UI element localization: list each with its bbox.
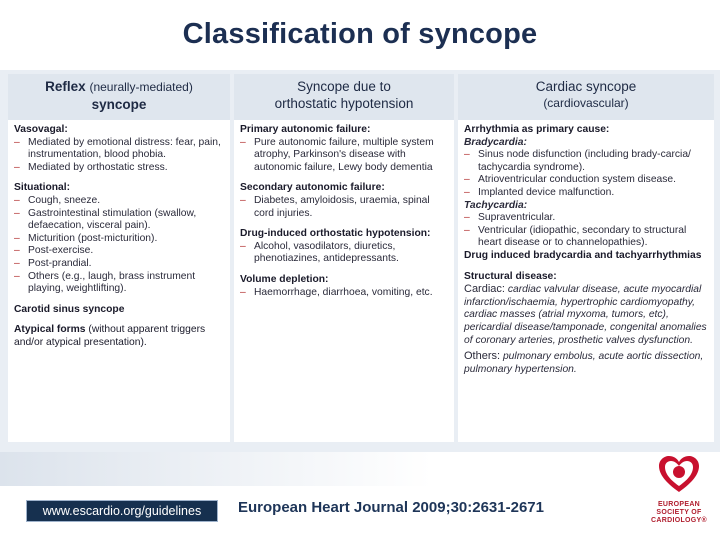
list-item: – Implanted device malfunction. [464, 186, 615, 198]
logo-line1: EUROPEAN [657, 501, 701, 508]
section-heading: Drug-induced orthostatic hypotension: [240, 228, 431, 240]
logo-line3: CARDIOLOGY® [651, 517, 707, 524]
cardiac-header-line2: (cardiovascular) [543, 96, 629, 110]
list-item: – Diabetes, amyloidosis, uraemia, spinal cord injuries. [240, 194, 430, 219]
section-heading: Arrhythmia as primary cause: [464, 124, 610, 135]
reflex-header-subtitle: (neurally-mediated) [89, 80, 193, 94]
other-structural-text: Others: pulmonary embolus, acute aortic dissection, pulmonary hypertension. [464, 350, 704, 375]
cardiac-syncope-panel [458, 74, 714, 442]
cardiac-header-line1: Cardiac syncope [535, 79, 637, 94]
section-heading: Vasovagal: [14, 124, 68, 135]
slide-title: Classification of syncope [182, 18, 538, 50]
list-item: – Haemorrhage, diarrhoea, vomiting, etc. [240, 286, 433, 298]
cardiac-structural-text: Cardiac: cardiac valvular disease, acute myocardial infarction/ischaemia, hypertrophic cardiomyopathy, cardiac masses (atrial myxoma, tumors, etc), pericardial disease/tamponade, congenital anomalies of coronary arteries, prosthetic valves dysfunction. [464, 283, 707, 346]
orthostatic-syncope-panel [234, 74, 454, 442]
section-heading: Secondary autonomic failure: [240, 182, 385, 194]
section-heading: Primary autonomic failure: [240, 124, 371, 135]
list-item: – Cough, sneeze. [14, 194, 101, 206]
list-item: – Mediated by emotional distress: fear, pain, instrumentation, blood phobia. [14, 136, 221, 161]
esc-logo [644, 454, 714, 536]
subsection-heading: Tachycardia: [464, 199, 528, 211]
orthostatic-header-line1: Syncope due to [297, 79, 391, 94]
guidelines-link[interactable]: www.escardio.org/guidelines [26, 500, 218, 522]
journal-citation: European Heart Journal 2009;30:2631-2671 [238, 499, 544, 516]
section-heading: Situational: [14, 182, 71, 194]
reflex-header-line2: syncope [91, 97, 147, 112]
list-item: – Post-prandial. [14, 257, 92, 269]
section-heading: Volume depletion: [240, 273, 329, 285]
list-item: – Pure autonomic failure, multiple system atrophy, Parkinson's disease with autonomic failure, Lewy body dementia [240, 136, 434, 173]
list-item: – Atrioventricular conduction system disease. [464, 174, 677, 186]
heart-logo-icon [657, 454, 701, 496]
orthostatic-header [234, 74, 454, 120]
list-item: – Supraventricular. [464, 212, 556, 224]
list-item: – Mediated by orthostatic stress. [14, 161, 168, 173]
list-item: – Micturition (post-micturition). [14, 232, 158, 244]
list-item: – Gastrointestinal stimulation (swallow, defaecation, visceral pain). [14, 207, 197, 232]
reflex-syncope-panel [8, 74, 230, 442]
cardiac-header [458, 74, 714, 120]
reflex-header [8, 74, 230, 120]
subsection-heading: Bradycardia: [464, 136, 527, 148]
section-heading: Carotid sinus syncope [14, 303, 125, 315]
reflex-body [8, 120, 230, 350]
orthostatic-header-line2: orthostatic hypotension [274, 96, 414, 111]
reflex-header-title: Reflex [45, 79, 86, 94]
list-item: – Post-exercise. [14, 245, 94, 257]
logo-line2: SOCIETY OF [656, 509, 702, 516]
footer-ribbon [0, 452, 720, 486]
orthostatic-body [234, 120, 454, 299]
list-item: – Others (e.g., laugh, brass instrument playing, weightlifting). [14, 270, 196, 295]
section-heading: Drug induced bradycardia and tachyarrhythmias [464, 249, 702, 261]
list-item: – Ventricular (idiopathic, secondary to structural heart disease or to channelopathies). [464, 224, 687, 249]
cardiac-body [458, 120, 714, 376]
section-heading: Structural disease: [464, 270, 557, 282]
section-heading: Atypical forms (without apparent triggers and/or atypical presentation). [14, 324, 206, 348]
list-item: – Sinus node disfunction (including brady-carcia/ tachycardia syndrome). [464, 149, 691, 173]
list-item: – Alcohol, vasodilators, diuretics, phenotiazines, antidepressants. [240, 240, 399, 265]
